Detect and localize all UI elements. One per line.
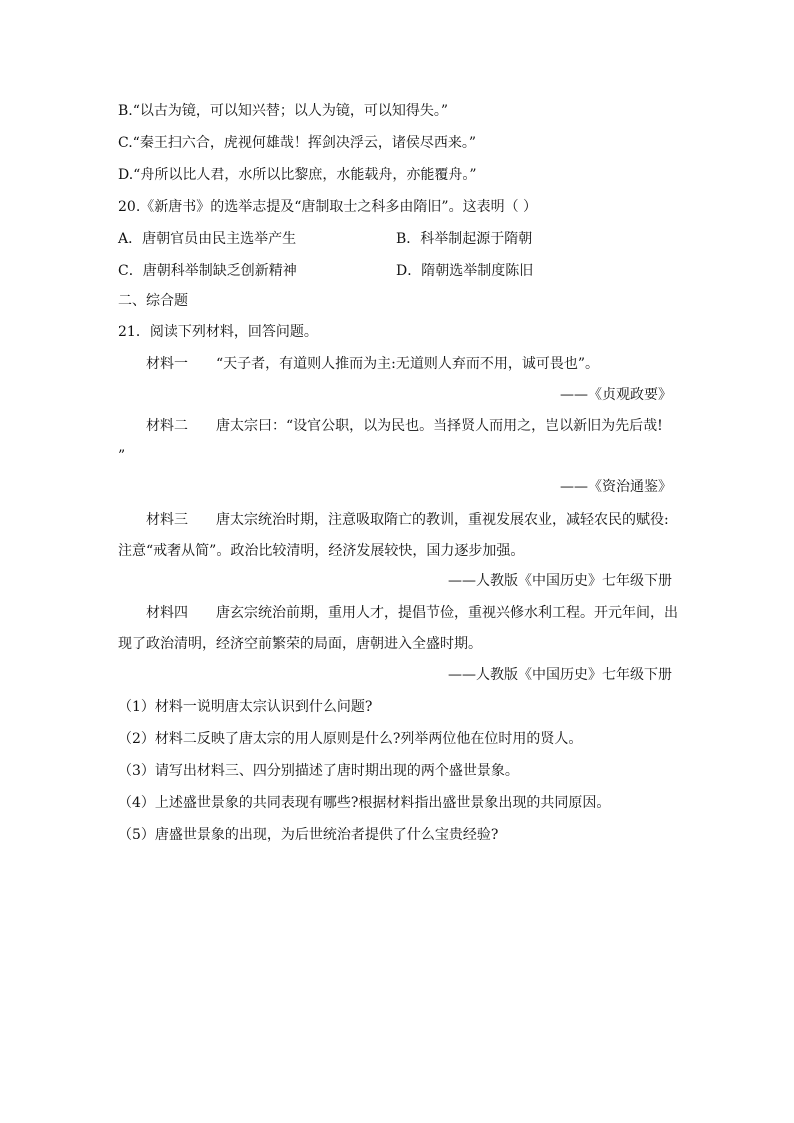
question-20-option-b: B．科举制起源于隋朝 xyxy=(396,231,533,247)
material-2-label: 材料二 xyxy=(146,418,188,434)
question-21-stem: 21．阅读下列材料，回答问题。 xyxy=(118,324,318,340)
sub-question-4: （4）上述盛世景象的共同表现有哪些?根据材料指出盛世景象出现的共同原因。 xyxy=(118,795,611,811)
option-c-line: C.“秦王扫六合，虎视何雄哉！挥剑决浮云，诸侯尽西来。” xyxy=(118,135,476,151)
material-4-source: ——人教版《中国历史》七年级下册 xyxy=(448,667,672,683)
sub-question-3: （3）请写出材料三、四分别描述了唐时期出现的两个盛世景象。 xyxy=(118,763,519,779)
material-1-text: “天子者，有道则人推而为主:无道则人弃而不用，诚可畏也”。 xyxy=(216,356,600,372)
material-4 xyxy=(146,603,706,623)
material-1-source: ——《贞观政要》 xyxy=(560,387,672,403)
material-1 xyxy=(146,354,706,374)
section-title: 二、综合题 xyxy=(118,293,188,309)
question-20-option-c: C．唐朝科举制缺乏创新精神 xyxy=(118,263,297,279)
material-3-label: 材料三 xyxy=(146,512,188,528)
material-3-text-cont: 注意“戒奢从简”。政治比较清明，经济发展较快，国力逐步加强。 xyxy=(118,543,525,559)
material-3-text: 唐太宗统治时期，注意吸取隋亡的教训，重视发展农业，减轻农民的赋役: xyxy=(216,512,669,528)
question-20-option-d: D．隋朝选举制度陈旧 xyxy=(396,263,534,279)
material-2 xyxy=(146,416,706,436)
material-3-source: ——人教版《中国历史》七年级下册 xyxy=(448,573,672,589)
sub-question-2: （2）材料二反映了唐太宗的用人原则是什么?列举两位他在位时用的贤人。 xyxy=(118,731,583,747)
material-4-text: 唐玄宗统治前期，重用人才，提倡节俭，重视兴修水利工程。开元年间，出 xyxy=(216,605,678,621)
material-2-text-cont: ” xyxy=(118,448,126,464)
material-4-label: 材料四 xyxy=(146,605,188,621)
material-1-label: 材料一 xyxy=(146,356,188,372)
option-b-line: B.“以古为镜，可以知兴替；以人为镜，可以知得失。” xyxy=(118,103,449,119)
material-3 xyxy=(146,510,706,530)
question-20-option-a: A．唐朝官员由民主选举产生 xyxy=(118,231,297,247)
question-20-stem: 20.《新唐书》的选举志提及“唐制取士之科多由隋旧”。这表明（ ） xyxy=(118,199,538,215)
material-4-text-cont: 现了政治清明，经济空前繁荣的局面，唐朝进入全盛时期。 xyxy=(118,636,482,652)
material-2-source: ——《资治通鉴》 xyxy=(560,479,672,495)
material-2-text: 唐太宗曰：“设官公职，以为民也。当择贤人而用之，岂以新旧为先后哉! xyxy=(216,418,663,434)
sub-question-1: （1）材料一说明唐太宗认识到什么问题? xyxy=(118,699,373,715)
option-d-line: D.“舟所以比人君，水所以比黎庶，水能载舟，亦能覆舟。” xyxy=(118,167,477,183)
sub-question-5: （5）唐盛世景象的出现，为后世统治者提供了什么宝贵经验? xyxy=(118,827,499,843)
